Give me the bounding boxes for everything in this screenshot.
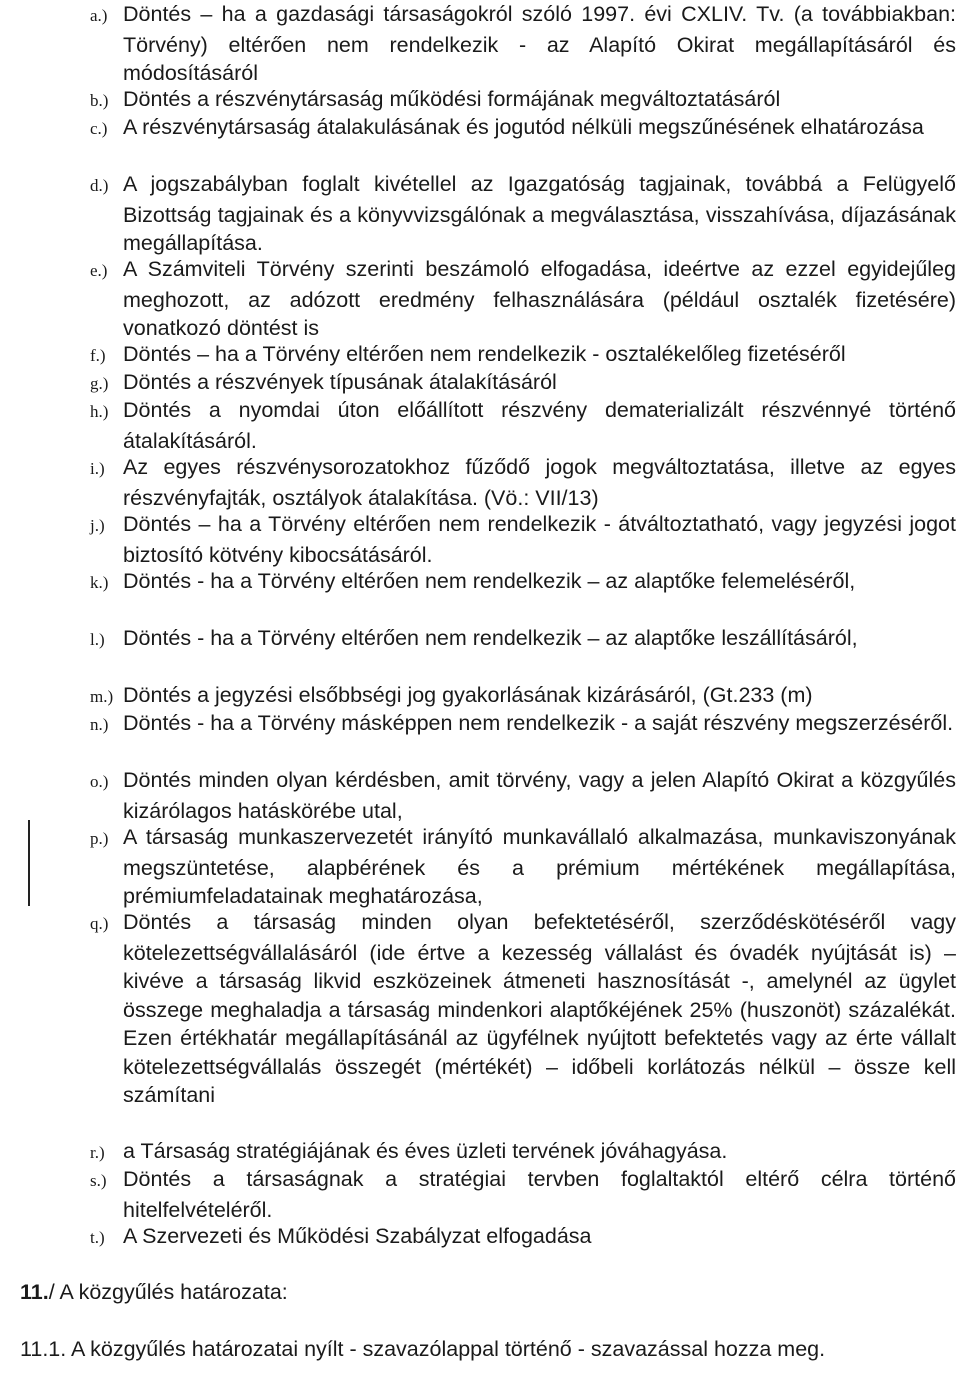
item-text: Döntés - ha a Törvény eltérően nem rendelkezik – az alaptőke leszállításáról, [123,626,858,650]
list-item-a [90,0,956,88]
paragraph-11-1: 11.1. A közgyűlés határozatai nyílt - szavazólappal történő - szavazással hozza meg. [20,1337,826,1361]
item-text: Döntés – ha a Törvény eltérően nem rendelkezik - átváltoztatható, vagy jegyzési jogot biztosító kötvény kibocsátásáról. [123,512,956,567]
item-text: Döntés - ha a Törvény eltérően nem rendelkezik – az alaptőke felemeléséről, [123,569,856,593]
item-marker: c.) [90,119,108,138]
item-marker: g.) [90,374,109,393]
item-text: A részvénytársaság átalakulásának és jogutód nélküli megszűnésének elhatározása [123,115,924,139]
list-item-r [90,1137,956,1168]
list-item-b [90,85,956,116]
item-marker: n.) [90,715,109,734]
item-text: a Társaság stratégiájának és éves üzleti tervének jóváhagyása. [123,1139,728,1163]
item-marker: e.) [90,261,108,280]
item-marker: o.) [90,772,109,791]
item-marker: p.) [90,829,109,848]
item-marker: b.) [90,91,109,110]
item-text: A Szervezeti és Működési Szabályzat elfogadása [123,1224,592,1248]
list-item-q [90,908,956,1110]
list-item-t [90,1222,956,1253]
item-text: Döntés a jegyzési elsőbbségi jog gyakorlásának kizárásáról, (Gt.233 (m) [123,683,813,707]
item-marker: t.) [90,1228,105,1247]
list-item-d [90,170,956,258]
item-text: A jogszabályban foglalt kivétellel az Igazgatóság tagjainak, továbbá a Felügyelő Bizottság tagjainak és a könyvvizsgálónak a megválasztása, visszahívása, díjazásának megállapítása. [123,172,956,255]
item-marker: h.) [90,402,109,421]
item-text: Döntés – ha a gazdasági társaságokról szóló 1997. évi CXLIV. Tv. (a továbbiakban: Törvény) eltérően nem rendelkezik - az Alapító Okirat megállapításáról és módosításáról [123,2,956,85]
item-marker: l.) [90,630,105,649]
revision-bar [28,820,30,906]
list-item-h [90,396,956,455]
list-item-s [90,1165,956,1224]
list-item-e [90,255,956,343]
list-item-m [90,681,956,712]
item-text: Döntés minden olyan kérdésben, amit törvény, vagy a jelen Alapító Okirat a közgyűlés kizárólagos hatáskörébe utal, [123,768,956,823]
list-item-f [90,340,956,371]
item-text: Döntés a társaság minden olyan befektetéséről, szerződéskötéséről vagy kötelezettségvállalásáról (ide értve a kezesség vállalást és óvadék nyújtását is) – kivéve a társaság likvid eszközeinek átmeneti hasznosítását -, amelynél az ügylet összege meghaladja a társaság mindenkori alaptőkéjének 25% (huszonöt) százalékát. Ezen értékhatár megállapításánál az ügyfélnek nyújtott befektetés vagy az érte vállalt kötelezettségvállalás összegét (mértékét) – időbeli korlátozás nélkül – össze kell számítani [123,910,956,1107]
section-title: / A közgyűlés határozata: [48,1280,288,1304]
item-text: Döntés a részvények típusának átalakításáról [123,370,557,394]
item-marker: s.) [90,1171,107,1190]
item-text: A Számviteli Törvény szerinti beszámoló elfogadása, ideértve az ezzel egyidejűleg meghozott, az adózott eredmény felhasználására (például osztalék fizetésére) vonatkozó döntést is [123,257,956,340]
item-marker: q.) [90,914,109,933]
item-marker: a.) [90,6,108,25]
list-item-g [90,368,956,399]
list-item-k [90,567,956,598]
item-text: A társaság munkaszervezetét irányító munkavállaló alkalmazása, munkaviszonyának megszüntetése, alapbérének és a prémium mértékének megállapítása, prémiumfeladatainak meghatározása, [123,825,956,908]
item-marker: i.) [90,459,105,478]
item-marker: r.) [90,1143,105,1162]
section-number: 11. [20,1280,49,1304]
item-text: Az egyes részvénysorozatokhoz fűződő jogok megváltoztatása, illetve az egyes részvényfajták, osztályok átalakítása. (Vö.: VII/13) [123,455,956,510]
item-text: Döntés - ha a Törvény másképpen nem rendelkezik - a saját részvény megszerzéséről. [123,711,954,735]
item-marker: j.) [90,516,105,535]
item-text: Döntés – ha a Törvény eltérően nem rendelkezik - osztalékelőleg fizetéséről [123,342,846,366]
item-text: Döntés a nyomdai úton előállított részvény dematerializált részvénnyé történő átalakításáról. [123,398,956,453]
list-item-l [90,624,956,655]
item-marker: f.) [90,346,106,365]
item-text: Döntés a részvénytársaság működési formájának megváltoztatásáról [123,87,781,111]
item-marker: m.) [90,687,114,706]
list-item-i [90,453,956,512]
list-item-j [90,510,956,569]
list-item-p [90,823,956,911]
list-item-c [90,113,956,144]
item-marker: d.) [90,176,109,195]
list-item-n [90,709,956,740]
item-text: Döntés a társaságnak a stratégiai tervben foglaltaktól eltérő célra történő hitelfelvételéről. [123,1167,956,1222]
section-heading [20,1278,288,1306]
item-marker: k.) [90,573,109,592]
list-item-o [90,766,956,825]
